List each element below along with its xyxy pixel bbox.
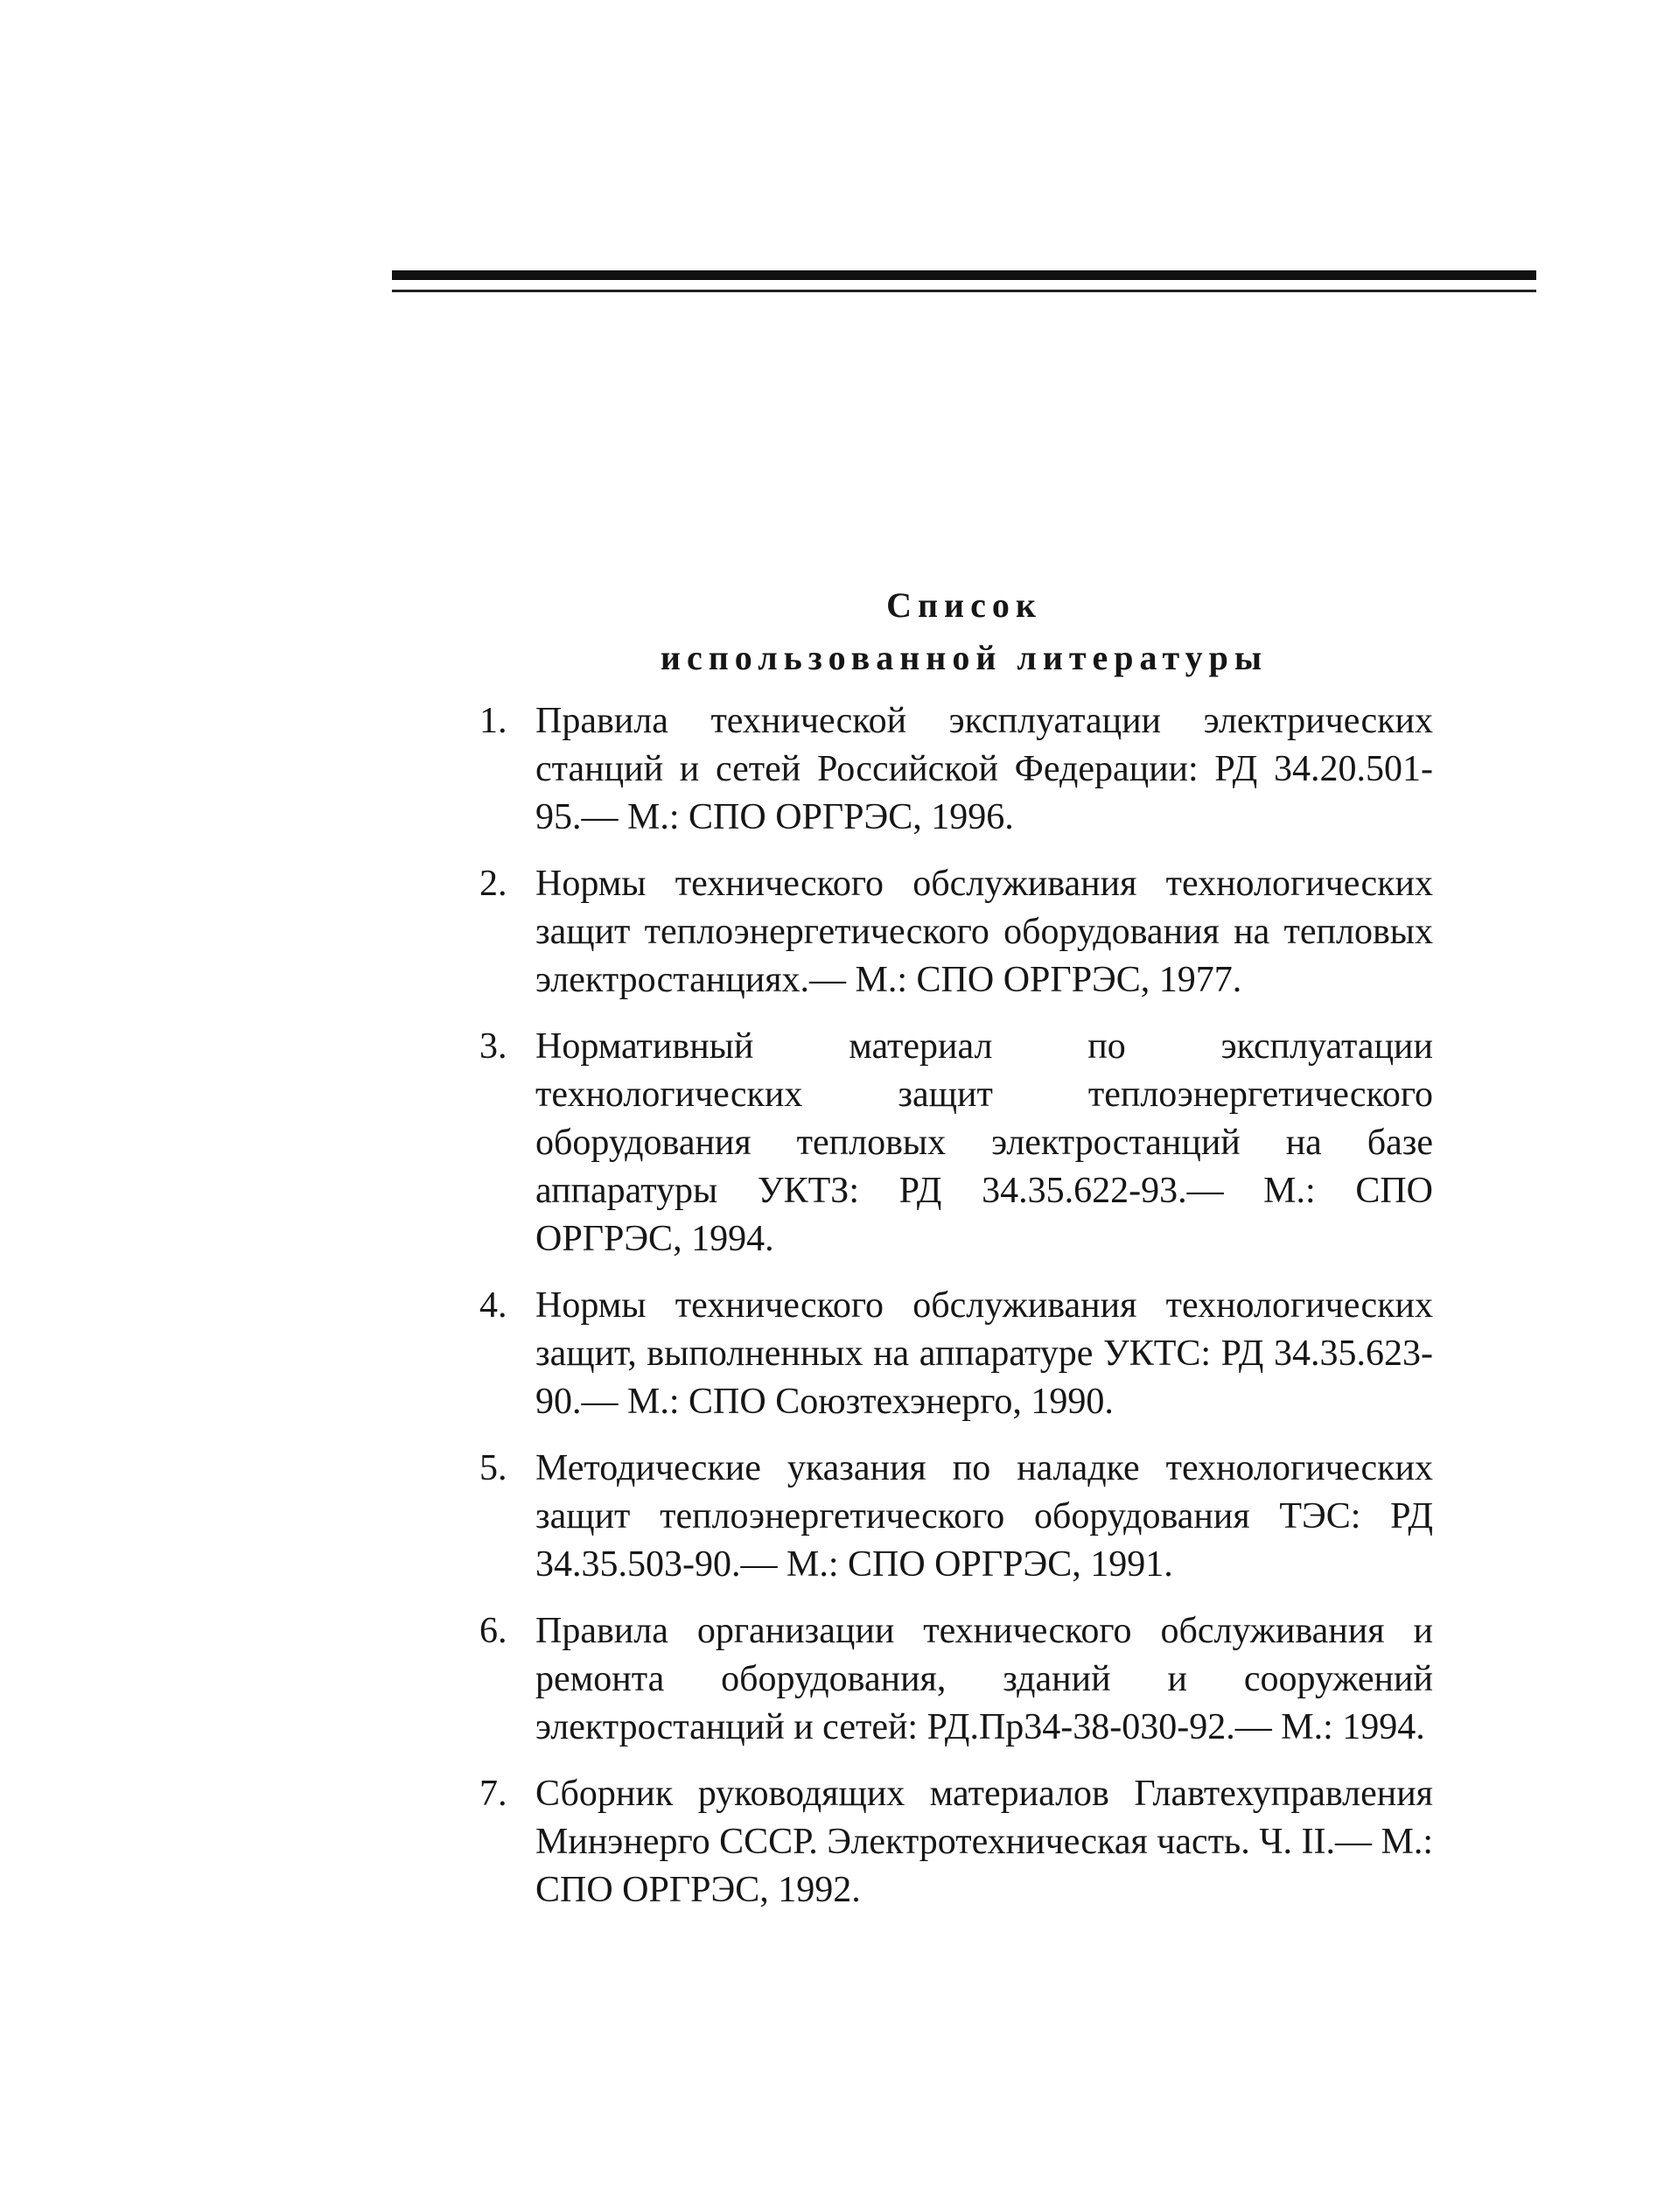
header-rule-thick bbox=[392, 270, 1536, 280]
reference-text: Нормы технического обслуживания технологических защит, выполненных на аппаратуре УКТС: РД 34.35.623-90.— М.: СПО Союзтехэнерго, 1990. bbox=[535, 1285, 1433, 1422]
reference-text: Методические указания по наладке технологических защит теплоэнергетического оборудования ТЭС: РД 34.35.503-90.— М.: СПО ОРГРЭС, 1991. bbox=[535, 1448, 1433, 1585]
reference-item-2 bbox=[479, 860, 1433, 1004]
reference-item-1 bbox=[479, 697, 1433, 842]
reference-list bbox=[479, 697, 1433, 1933]
reference-item-6 bbox=[479, 1607, 1433, 1752]
reference-number: 6. bbox=[479, 1611, 507, 1651]
reference-number: 1. bbox=[479, 701, 507, 741]
reference-text: Нормативный материал по эксплуатации технологических защит теплоэнергетического оборудования тепловых электростанций на базе аппаратуры УКТЗ: РД 34.35.622-93.— М.: СПО ОРГРЭС, 1994. bbox=[535, 1026, 1433, 1259]
reference-item-3 bbox=[479, 1023, 1433, 1264]
reference-number: 5. bbox=[479, 1448, 507, 1488]
reference-number: 3. bbox=[479, 1026, 507, 1067]
reference-number: 7. bbox=[479, 1774, 507, 1814]
heading-line-1: Список bbox=[886, 585, 1042, 625]
bibliography-heading bbox=[392, 579, 1536, 684]
reference-number: 2. bbox=[479, 864, 507, 904]
reference-text: Нормы технического обслуживания технологических защит теплоэнергетического оборудования на тепловых электростанциях.— М.: СПО ОРГРЭС, 1977. bbox=[535, 864, 1433, 1000]
reference-text: Правила организации технического обслуживания и ремонта оборудования, зданий и сооружений электростанций и сетей: РД.Пр34-38-030-92.— М.: 1994. bbox=[535, 1611, 1433, 1747]
reference-text: Правила технической эксплуатации электрических станций и сетей Российской Федерации: РД 34.20.501-95.— М.: СПО ОРГРЭС, 1996. bbox=[535, 701, 1433, 837]
reference-number: 4. bbox=[479, 1285, 507, 1326]
reference-item-4 bbox=[479, 1282, 1433, 1426]
reference-item-7 bbox=[479, 1770, 1433, 1914]
reference-text: Сборник руководящих материалов Главтехуправления Минэнерго СССР. Электротехническая часть. Ч. II.— М.: СПО ОРГРЭС, 1992. bbox=[535, 1774, 1433, 1910]
header-rule-thin bbox=[392, 290, 1536, 292]
reference-item-5 bbox=[479, 1445, 1433, 1589]
heading-line-2: использованной литературы bbox=[660, 638, 1269, 677]
